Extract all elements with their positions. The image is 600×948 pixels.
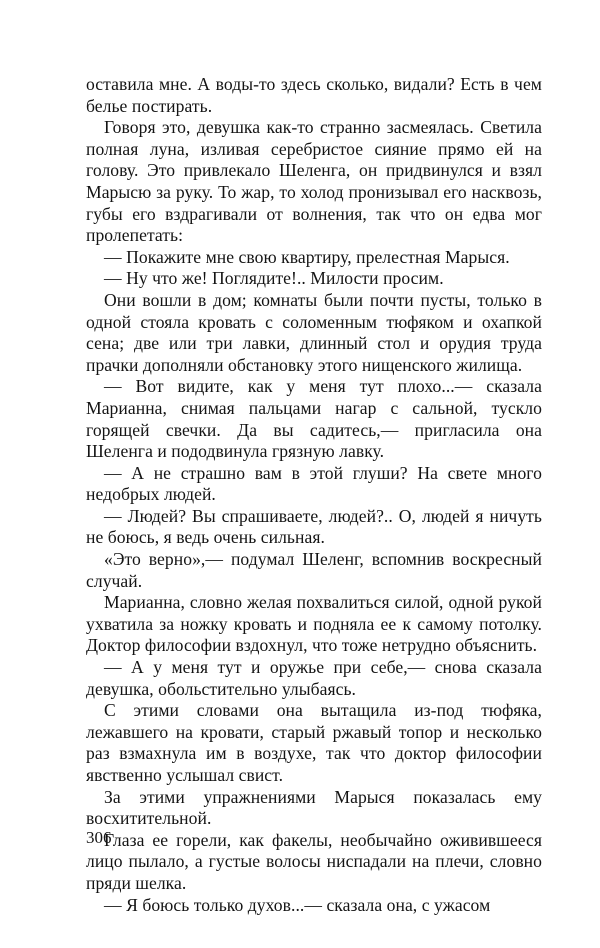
paragraph-7: — А не страшно вам в этой глуши? На свете много недобрых людей.	[86, 462, 542, 505]
body-text	[86, 74, 542, 916]
paragraph-12: С этими словами она вытащила из-под тюфяка, лежавшего на кровати, старый ржавый топор и несколько раз взмахнула им в воздухе, так что доктор философии явственно услышал свист.	[86, 700, 542, 785]
paragraph-13: За этими упражнениями Марыся показалась ему восхитительной.	[86, 786, 542, 829]
paragraph-2: Говоря это, девушка как-то странно засмеялась. Светила полная луна, изливая серебристое сияние прямо ей на голову. Это привлекало Шеленга, он придвинулся и взял Марысю за руку. То жар, то холод пронизывал его насквозь, губы его вздрагивали от волнения, так что он едва мог пролепетать:	[86, 117, 542, 246]
paragraph-14: Глаза ее горели, как факелы, необычайно оживившееся лицо пылало, а густые волосы ниспадали на плечи, словно пряди шелка.	[86, 829, 542, 893]
paragraph-5: Они вошли в дом; комнаты были почти пусты, только в одной стояла кровать с соломенным тюфяком и охапкой сена; две или три лавки, длинный стол и орудия труда прачки дополняли обстановку этого нищенского жилища.	[86, 289, 542, 375]
paragraph-15: — Я боюсь только духов...— сказала она, с ужасом	[104, 894, 491, 915]
paragraph-8: — Людей? Вы спрашиваете, людей?.. О, людей я ничуть не боюсь, я ведь очень сильная.	[86, 505, 542, 548]
paragraph-6: — Вот видите, как у меня тут плохо...— сказала Марианна, снимая пальцами нагар с сальной, тускло горящей свечки. Да вы садитесь,— пригласила она Шеленга и пододвинула грязную лавку.	[86, 376, 542, 462]
paragraph-11: — А у меня тут и оружье при себе,— снова сказала девушка, обольстительно улыбаясь.	[86, 657, 542, 699]
paragraph-4: — Ну что же! Поглядите!.. Милости просим.	[104, 268, 444, 289]
paragraph-1: оставила мне. А воды-то здесь сколько, видали? Есть в чем белье постирать.	[86, 74, 542, 116]
paragraph-9: «Это верно»,— подумал Шеленг, вспомнив воскресный случай.	[86, 549, 542, 591]
paragraph-10: Марианна, словно желая похвалиться силой, одной рукой ухватила за ножку кровать и подняла ее к самому потолку. Доктор философии вздохнул, что тоже нетрудно объяснить.	[86, 592, 542, 656]
page-number: 306	[86, 828, 112, 847]
paragraph-3: — Покажите мне свою квартиру, прелестная Марыся.	[104, 246, 510, 267]
